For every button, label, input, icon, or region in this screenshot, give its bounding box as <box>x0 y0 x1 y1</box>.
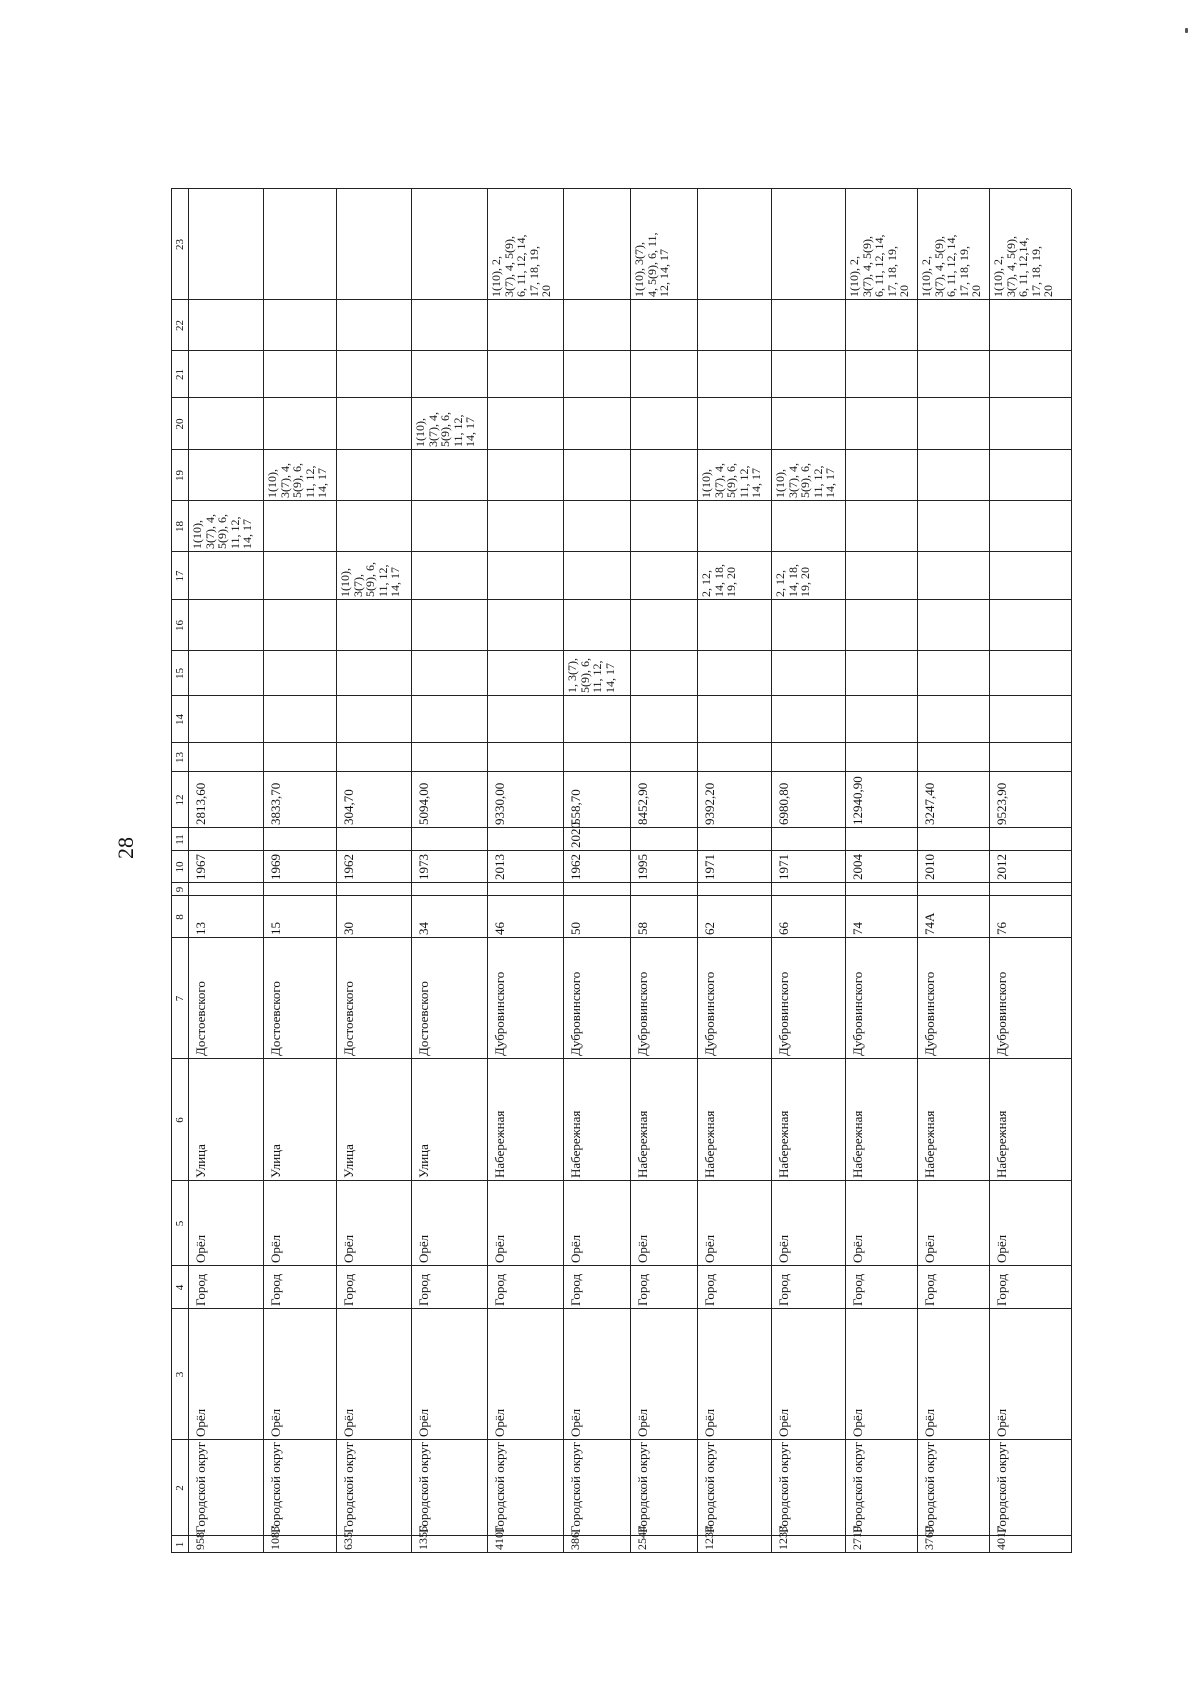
column-number-10: 10 <box>174 861 186 873</box>
work-codes-col-23: 1(10), 2, 3(7), 4, 5(9), 6, 11, 12, 14, 17, 18, 19, 20 <box>919 234 983 297</box>
house-number-cell: 74А <box>922 912 937 935</box>
year-cell: 2010 <box>922 854 937 880</box>
street-type-cell: Набережная <box>922 1110 937 1178</box>
table-grid-row-line <box>917 189 918 1553</box>
work-codes-col-23: 1(10), 3(7), 4, 5(9), 6, 11, 12, 14, 17 <box>632 232 671 297</box>
street-type-cell: Набережная <box>492 1110 507 1178</box>
table-grid-column-line <box>171 1552 1071 1553</box>
area-cell: 5094,00 <box>416 782 431 825</box>
table-grid-column-line <box>171 188 1071 189</box>
year-cell: 1969 <box>268 854 283 880</box>
year-cell: 1971 <box>702 854 717 880</box>
column-number-9: 9 <box>174 886 186 893</box>
street-type-cell: Набережная <box>850 1110 865 1178</box>
street-name-cell: Дубровинского <box>635 971 650 1056</box>
house-number-cell: 13 <box>193 922 208 935</box>
column-number-17: 17 <box>174 570 186 582</box>
settlement-name-cell: Орёл <box>416 1234 431 1263</box>
year-cell: 1967 <box>193 854 208 880</box>
area-cell: 2813,60 <box>193 782 208 825</box>
street-name-cell: Дубровинского <box>702 971 717 1056</box>
street-type-cell: Улица <box>268 1144 283 1178</box>
okrug-cell: Городской округ <box>850 1441 865 1533</box>
year-cell: 2004 <box>850 854 865 880</box>
settlement-type-cell: Город <box>268 1273 283 1306</box>
settlement-type-cell: Город <box>568 1273 583 1306</box>
column-number-11: 11 <box>174 834 186 845</box>
work-codes-col-18: 1(10), 3(7), 4, 5(9), 6, 11, 12, 14, 17 <box>190 514 254 549</box>
table-grid-column-line <box>171 650 1071 651</box>
scan-speck <box>1185 28 1188 33</box>
settlement-name-cell: Орёл <box>850 1234 865 1263</box>
year-cell: 1995 <box>635 854 650 880</box>
year-2-cell: 2020 <box>568 822 583 848</box>
settlement-type-cell: Город <box>850 1273 865 1306</box>
year-cell: 2013 <box>492 854 507 880</box>
column-number-3: 3 <box>174 1371 186 1378</box>
settlement-type-cell: Город <box>776 1273 791 1306</box>
row-id: 1233 <box>776 1526 790 1550</box>
street-type-cell: Набережная <box>702 1110 717 1178</box>
row-id: 4017 <box>994 1526 1008 1550</box>
street-type-cell: Набережная <box>994 1110 1009 1178</box>
gorod-cell: Орёл <box>341 1408 356 1437</box>
column-number-6: 6 <box>174 1117 186 1123</box>
table-grid-row-line <box>171 189 172 1553</box>
settlement-type-cell: Город <box>341 1273 356 1306</box>
settlement-type-cell: Город <box>193 1273 208 1306</box>
column-number-5: 5 <box>174 1220 186 1227</box>
row-id: 4101 <box>492 1526 506 1550</box>
table-grid-column-line <box>171 1265 1071 1266</box>
table-grid-row-line <box>771 189 772 1553</box>
area-cell: 9392,20 <box>702 782 717 825</box>
column-number-16: 16 <box>174 620 186 631</box>
table-grid-column-line <box>171 1535 1071 1536</box>
column-number-15: 15 <box>174 668 186 679</box>
table-grid-column-line <box>171 937 1071 938</box>
work-codes-col-17: 2, 12, 14, 18, 19, 20 <box>773 564 812 597</box>
work-codes-col-23: 1(10), 2, 3(7), 4, 5(9), 6, 11, 12, 14, 17, 18, 19, 20 <box>847 234 911 297</box>
row-id: 2544 <box>635 1526 649 1550</box>
year-cell: 2012 <box>994 854 1009 880</box>
row-id: 635 <box>341 1532 355 1550</box>
column-number-21: 21 <box>174 369 186 380</box>
column-number-4: 4 <box>174 1284 186 1291</box>
work-codes-col-19: 1(10), 3(7), 4, 5(9), 6, 11, 12, 14, 17 <box>699 463 763 498</box>
table-grid-column-line <box>171 850 1071 851</box>
okrug-cell: Городской округ <box>268 1441 283 1533</box>
table-grid-column-line <box>171 742 1071 743</box>
column-number-7: 7 <box>174 995 186 1002</box>
table-grid-column-line <box>171 449 1071 450</box>
settlement-name-cell: Орёл <box>635 1234 650 1263</box>
column-number-14: 14 <box>174 714 186 725</box>
work-codes-col-15: 1, 3(7), 5(9), 6, 11, 12, 14, 17 <box>565 658 617 693</box>
column-number-1: 1 <box>174 1541 186 1548</box>
okrug-cell: Городской округ <box>702 1441 717 1533</box>
gorod-cell: Орёл <box>268 1408 283 1437</box>
column-number-23: 23 <box>174 239 186 250</box>
gorod-cell: Орёл <box>492 1408 507 1437</box>
okrug-cell: Городской округ <box>994 1441 1009 1533</box>
settlement-type-cell: Город <box>492 1273 507 1306</box>
column-number-8: 8 <box>174 914 186 920</box>
street-type-cell: Улица <box>341 1144 356 1178</box>
street-type-cell: Улица <box>193 1144 208 1178</box>
row-id: 386 <box>568 1532 582 1550</box>
work-codes-col-19: 1(10), 3(7), 4, 5(9), 6, 11, 12, 14, 17 <box>265 463 329 498</box>
street-type-cell: Набережная <box>568 1110 583 1178</box>
table-grid-column-line <box>171 551 1071 552</box>
area-cell: 9330,00 <box>492 782 507 825</box>
row-id: 3769 <box>922 1526 936 1550</box>
settlement-name-cell: Орёл <box>776 1234 791 1263</box>
column-number-12: 12 <box>174 794 186 806</box>
table-grid-row-line <box>188 189 189 1553</box>
okrug-cell: Городской округ <box>193 1441 208 1533</box>
street-name-cell: Дубровинского <box>492 971 507 1056</box>
column-number-22: 22 <box>174 320 186 331</box>
work-codes-col-23: 1(10), 2, 3(7), 4, 5(9), 6, 11, 12, 14, 17, 18, 19, 20 <box>489 234 553 297</box>
okrug-cell: Городской округ <box>568 1441 583 1533</box>
street-name-cell: Дубровинского <box>568 971 583 1056</box>
year-cell: 1973 <box>416 854 431 880</box>
settlement-type-cell: Город <box>416 1273 431 1306</box>
page-number: 28 <box>113 837 138 859</box>
settlement-name-cell: Орёл <box>492 1234 507 1263</box>
settlement-type-cell: Город <box>635 1273 650 1306</box>
column-number-20: 20 <box>174 418 186 430</box>
gorod-cell: Орёл <box>776 1408 791 1437</box>
settlement-name-cell: Орёл <box>994 1234 1009 1263</box>
settlement-name-cell: Орёл <box>341 1234 356 1263</box>
area-cell: 3833,70 <box>268 782 283 825</box>
area-cell: 3247,40 <box>922 782 937 825</box>
area-cell: 9523,90 <box>994 782 1009 825</box>
gorod-cell: Орёл <box>922 1408 937 1437</box>
area-cell: 558,70 <box>568 789 583 825</box>
gorod-cell: Орёл <box>702 1408 717 1437</box>
okrug-cell: Городской округ <box>776 1441 791 1533</box>
gorod-cell: Орёл <box>994 1408 1009 1437</box>
row-id: 1083 <box>268 1526 282 1550</box>
house-number-cell: 34 <box>416 922 431 935</box>
column-number-2: 2 <box>174 1485 186 1491</box>
house-number-cell: 15 <box>268 922 283 935</box>
street-type-cell: Набережная <box>635 1110 650 1178</box>
work-codes-col-17: 2, 12, 14, 18, 19, 20 <box>699 564 738 597</box>
table-grid-column-line <box>171 1180 1071 1181</box>
street-name-cell: Дубровинского <box>994 971 1009 1056</box>
street-name-cell: Достоевского <box>268 981 283 1056</box>
table-grid-column-line <box>171 882 1071 883</box>
gorod-cell: Орёл <box>635 1408 650 1437</box>
house-number-cell: 50 <box>568 922 583 935</box>
table-grid-row-line <box>487 189 488 1553</box>
gorod-cell: Орёл <box>416 1408 431 1437</box>
settlement-type-cell: Город <box>994 1273 1009 1306</box>
house-number-cell: 30 <box>341 922 356 935</box>
row-id: 2719 <box>850 1526 864 1550</box>
table-grid-column-line <box>171 350 1071 351</box>
settlement-name-cell: Орёл <box>193 1234 208 1263</box>
street-name-cell: Достоевского <box>193 981 208 1056</box>
gorod-cell: Орёл <box>850 1408 865 1437</box>
street-name-cell: Достоевского <box>416 981 431 1056</box>
settlement-name-cell: Орёл <box>922 1234 937 1263</box>
table-grid-row-line <box>563 189 564 1553</box>
row-id: 958 <box>193 1532 207 1550</box>
house-number-cell: 46 <box>492 922 507 935</box>
table-grid-column-line <box>171 695 1071 696</box>
settlement-type-cell: Город <box>922 1273 937 1306</box>
year-cell: 1962 <box>568 854 583 880</box>
table-grid-row-line <box>845 189 846 1553</box>
gorod-cell: Орёл <box>568 1408 583 1437</box>
area-cell: 8452,90 <box>635 782 650 825</box>
okrug-cell: Городской округ <box>922 1441 937 1533</box>
table-grid-column-line <box>171 827 1071 828</box>
table-grid-column-line <box>171 299 1071 300</box>
gorod-cell: Орёл <box>193 1408 208 1437</box>
street-type-cell: Набережная <box>776 1110 791 1178</box>
area-cell: 6980,80 <box>776 782 791 825</box>
table-grid-column-line <box>171 1058 1071 1059</box>
house-number-cell: 62 <box>702 922 717 935</box>
house-number-cell: 66 <box>776 922 791 935</box>
table-grid-column-line <box>171 397 1071 398</box>
settlement-name-cell: Орёл <box>568 1234 583 1263</box>
table-grid-column-line <box>171 1439 1071 1440</box>
table-grid-row-line <box>989 189 990 1553</box>
work-codes-col-23: 1(10), 2, 3(7), 4, 5(9), 6, 11, 12,14, 17, 18, 19, 20 <box>991 236 1055 297</box>
area-cell: 12940,90 <box>850 776 865 825</box>
okrug-cell: Городской округ <box>492 1441 507 1533</box>
work-codes-col-17: 1(10), 3(7), 5(9), 6, 11, 12, 14, 17 <box>338 562 402 597</box>
table-grid-row-line <box>336 189 337 1553</box>
table-grid-row-line <box>697 189 698 1553</box>
table-grid-column-line <box>171 895 1071 896</box>
street-name-cell: Дубровинского <box>776 971 791 1056</box>
settlement-type-cell: Город <box>702 1273 717 1306</box>
table-grid-row-line <box>630 189 631 1553</box>
street-name-cell: Дубровинского <box>922 971 937 1056</box>
area-cell: 304,70 <box>341 789 356 825</box>
settlement-name-cell: Орёл <box>702 1234 717 1263</box>
street-name-cell: Достоевского <box>341 981 356 1056</box>
column-number-13: 13 <box>174 752 186 763</box>
column-number-19: 19 <box>174 470 186 481</box>
work-codes-col-20: 1(10), 3(7), 4, 5(9), 6, 11, 12, 14, 17 <box>413 412 477 447</box>
street-name-cell: Дубровинского <box>850 971 865 1056</box>
settlement-name-cell: Орёл <box>268 1234 283 1263</box>
work-codes-col-19: 1(10), 3(7), 4, 5(9), 6, 11, 12, 14, 17 <box>773 463 837 498</box>
street-type-cell: Улица <box>416 1144 431 1178</box>
house-number-cell: 76 <box>994 922 1009 935</box>
data-table <box>171 189 1071 1553</box>
house-number-cell: 58 <box>635 922 650 935</box>
table-grid-column-line <box>171 599 1071 600</box>
okrug-cell: Городской округ <box>416 1441 431 1533</box>
year-cell: 1962 <box>341 854 356 880</box>
column-number-18: 18 <box>174 521 186 532</box>
table-grid-column-line <box>171 771 1071 772</box>
table-grid-row-line <box>411 189 412 1553</box>
house-number-cell: 74 <box>850 922 865 935</box>
table-grid-row-line <box>1071 189 1072 1553</box>
year-cell: 1971 <box>776 854 791 880</box>
row-id: 1234 <box>702 1526 716 1550</box>
okrug-cell: Городской округ <box>635 1441 650 1533</box>
table-grid-row-line <box>263 189 264 1553</box>
table-grid-column-line <box>171 1308 1071 1309</box>
table-grid-column-line <box>171 500 1071 501</box>
okrug-cell: Городской округ <box>341 1441 356 1533</box>
row-id: 1356 <box>416 1526 430 1550</box>
